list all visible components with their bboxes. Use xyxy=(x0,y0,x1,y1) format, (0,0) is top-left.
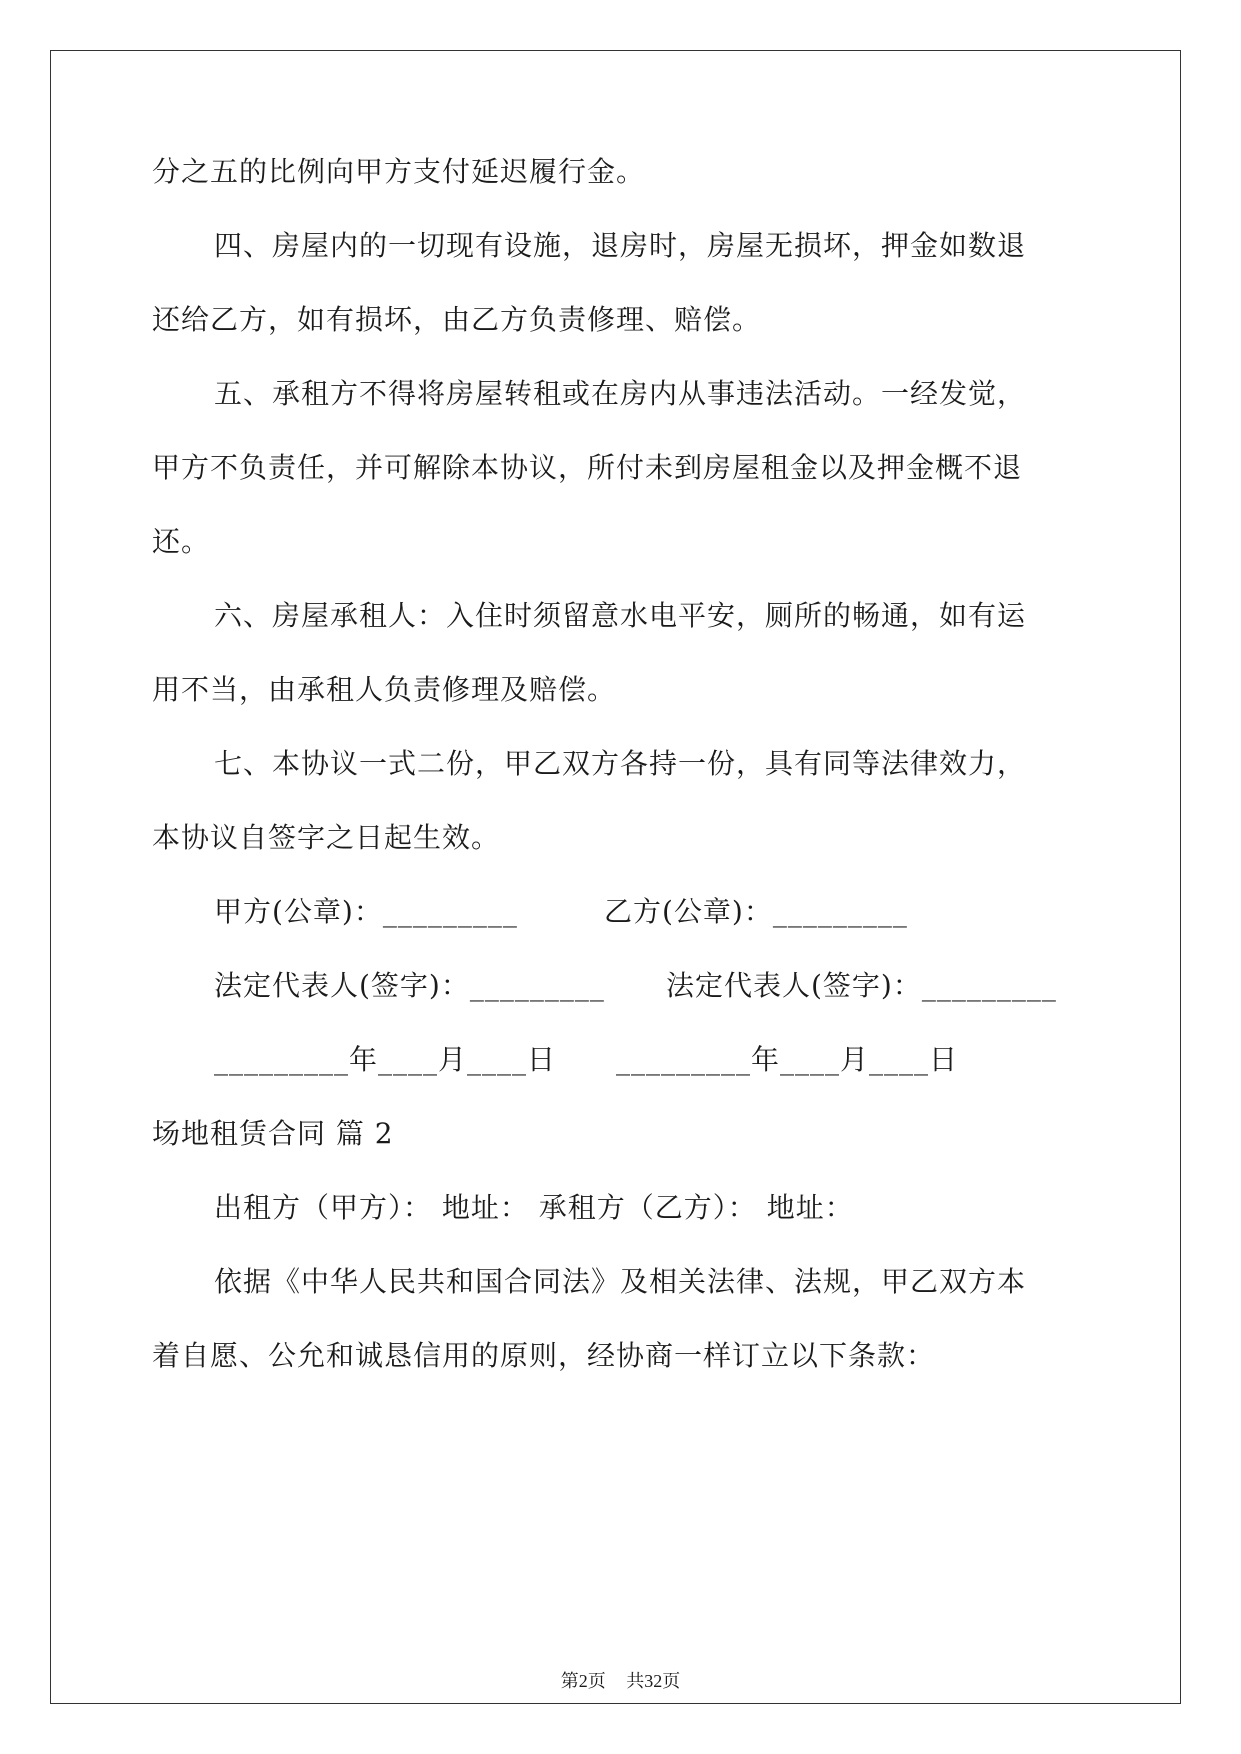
page-footer xyxy=(0,1669,1241,1693)
text-line: 五、承租方不得将房屋转租或在房内从事违法活动。一经发觉， xyxy=(214,377,1027,410)
page-number: 第2页 xyxy=(560,1671,606,1691)
page-border xyxy=(50,50,1181,1704)
party-b-date-field: _________年____月____日 xyxy=(616,1043,959,1076)
text-line: 甲方不负责任，并可解除本协议，所付未到房屋租金以及押金概不退 xyxy=(152,451,1023,484)
party-a-seal-field: 甲方(公章)：_________ xyxy=(214,895,518,928)
party-a-representative-field: 法定代表人(签字)：_________ xyxy=(214,969,605,1002)
text-line: 依据《中华人民共和国合同法》及相关法律、法规，甲乙双方本 xyxy=(214,1265,1027,1298)
text-line: 还。 xyxy=(152,525,211,558)
text-line: 七、本协议一式二份，甲乙双方各持一份，具有同等法律效力， xyxy=(214,747,1027,780)
text-line: 分之五的比例向甲方支付延迟履行金。 xyxy=(152,155,646,188)
text-line: 还给乙方，如有损坏，由乙方负责修理、赔偿。 xyxy=(152,303,762,336)
party-a-date-field: _________年____月____日 xyxy=(214,1043,557,1076)
text-line: 着自愿、公允和诚恳信用的原则，经协商一样订立以下条款： xyxy=(152,1339,936,1372)
party-b-seal-field: 乙方(公章)：_________ xyxy=(604,895,908,928)
page-total: 共32页 xyxy=(626,1671,681,1691)
text-line: 四、房屋内的一切现有设施，退房时，房屋无损坏，押金如数退 xyxy=(214,229,1027,262)
text-line: 六、房屋承租人：入住时须留意水电平安，厕所的畅通，如有运 xyxy=(214,599,1027,632)
party-b-representative-field: 法定代表人(签字)：_________ xyxy=(666,969,1057,1002)
text-line: 用不当，由承租人负责修理及赔偿。 xyxy=(152,673,617,706)
parties-line: 出租方（甲方）： 地址： 承租方（乙方）： 地址： xyxy=(214,1191,854,1224)
section-heading: 场地租赁合同 篇 2 xyxy=(152,1117,394,1150)
text-line: 本协议自签字之日起生效。 xyxy=(152,821,501,854)
